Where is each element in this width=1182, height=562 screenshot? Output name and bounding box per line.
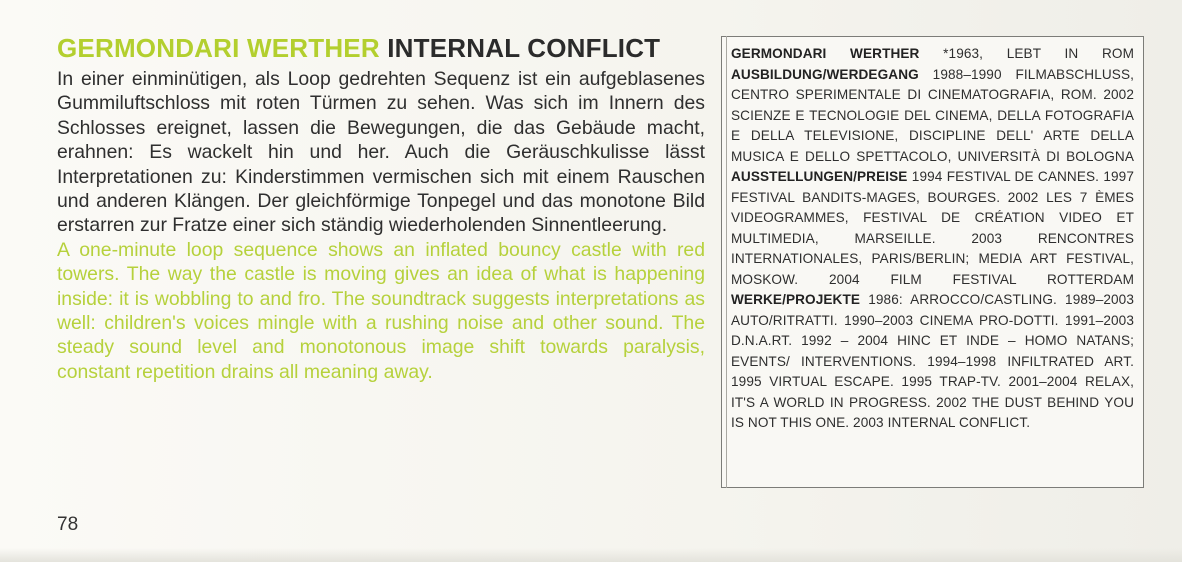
bio-birth: *1963, LEBT IN ROM [919,46,1134,61]
description-english: A one-minute loop sequence shows an inflated bouncy castle with red towers. The way the castle is moving gives an idea of what is happening inside: it is wobbling to and fro. The soundtrack suggests interpretations as well: children's voices mingle with a rushing noise and other sound. The steady sound level and monotonous image shift towards paralysis, constant repetition drains all meaning away. [57,238,705,383]
bio-works: 1986: ARROCCO/CASTLING. 1989–2003 AUTO/RITRATTI. 1990–2003 CINEMA PRO-DOTTI. 1991–2003 D.N.A.RT. 1992 – 2004 HINC ET INDE – HOMO NATANS; EVENTS/ INTERVENTIONS. 1994–1998 INFILTRATED ART. 1995 VIRTUAL ESCAPE. 1995 TRAP-TV. 2001–2004 RELAX, IT'S A WORLD IN PROGRESS. 2002 THE DUST BEHIND YOU IS NOT THIS ONE. 2003 INTERNAL CONFLICT. [731,292,1134,430]
bio-exhibitions: 1994 FESTIVAL DE CANNES. 1997 FESTIVAL BANDITS-MAGES, BOURGES. 2002 LES 7 ÈMES VIDEOGRAMMES, FESTIVAL DE CRÉATION VIDEO ET MULTIMEDIA, MARSEILLE. 2003 RENCONTRES INTERNATIONALES, PARIS/BERLIN; MEDIA ART FESTIVAL, MOSKOW. 2004 FILM FESTIVAL ROTTERDAM [731,169,1134,287]
biography-text [731,44,1134,434]
bio-exhibitions-label: AUSSTELLUNGEN/PREISE [731,169,908,184]
biography-box [721,36,1144,488]
article-title [57,32,705,65]
page-edge-shadow [0,548,1182,562]
bio-artist-name: GERMONDARI WERTHER [731,46,920,61]
work-title: INTERNAL CONFLICT [387,33,661,63]
page-number: 78 [57,514,79,535]
bio-works-label: WERKE/PROJEKTE [731,292,861,307]
artist-name: GERMONDARI WERTHER [57,33,380,63]
article-column [57,32,705,384]
description-german: In einer einminütigen, als Loop gedrehten Sequenz ist ein aufgeblasenes Gummiluftschloss mit roten Türmen zu sehen. Was sich im Innern des Schlosses ereignet, lassen die Bewegungen, die das Gebäude macht, erahnen: Es wackelt hin und her. Auch die Geräuschkulisse lässt Interpretationen zu: Kinderstimmen vermischen sich mit einem Rauschen und anderen Klängen. Der gleichförmige Tonpegel und das monotone Bild erstarren zur Fratze einer sich ständig wiederholenden Sinnentleerung. [57,68,705,237]
bio-education: 1988–1990 FILMABSCHLUSS, CENTRO SPERIMENTALE DI CINEMATOGRAFIA, ROM. 2002 SCIENZE E TECNOLOGIE DEL CINEMA, DELLA FOTOGRAFIA E DELLA TELEVISIONE, DISCIPLINE DELL' ARTE DELLA MUSICA E DELLO SPETTACOLO, UNIVERSITÀ DI BOLOGNA [731,66,1134,164]
bio-education-label: AUSBILDUNG/WERDEGANG [731,66,919,82]
